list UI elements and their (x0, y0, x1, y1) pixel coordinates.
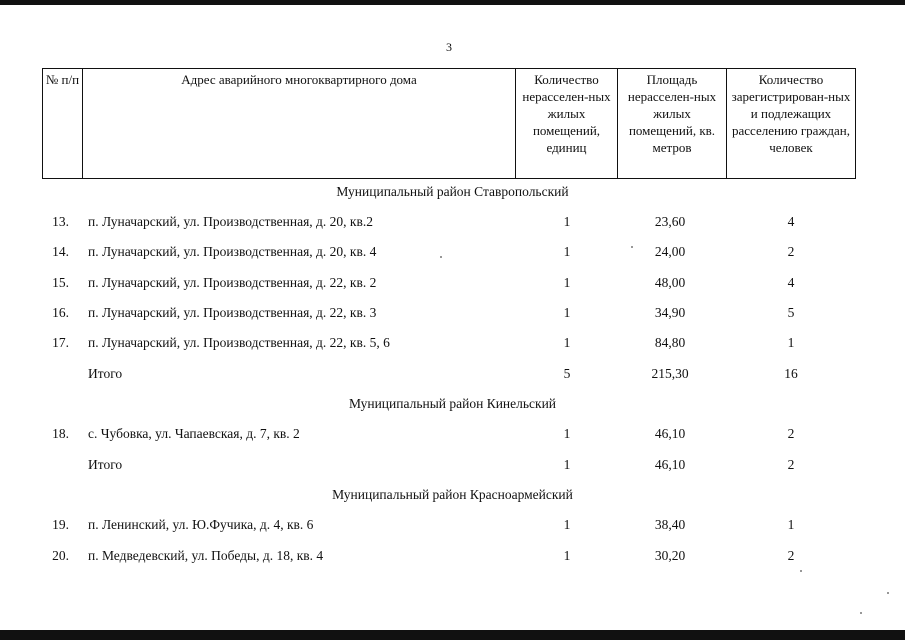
row-number: 14. (52, 244, 69, 259)
total-label: Итого (88, 457, 123, 472)
column-header-number: № п/п (43, 69, 83, 179)
district-heading: Муниципальный район Кинельский (348, 396, 557, 411)
row-area: 46,10 (654, 426, 686, 441)
row-area: 24,00 (654, 244, 686, 259)
row-number: 17. (52, 335, 69, 350)
row-area: 48,00 (654, 275, 686, 290)
row-number: 19. (52, 517, 69, 532)
row-quantity: 1 (563, 517, 571, 532)
column-header-address: Адрес аварийного многоквартирного дома (83, 69, 516, 179)
table-row (0, 515, 905, 535)
row-address: п. Ленинский, ул. Ю.Фучика, д. 4, кв. 6 (88, 517, 314, 532)
scan-speck (887, 592, 889, 594)
total-row (0, 364, 905, 384)
scan-speck (860, 612, 862, 614)
row-number: 16. (52, 305, 69, 320)
total-label: Итого (88, 366, 123, 381)
row-area: 30,20 (654, 548, 686, 563)
row-address: п. Луначарский, ул. Производственная, д. 22, кв. 2 (88, 275, 377, 290)
row-address: п. Луначарский, ул. Производственная, д. 22, кв. 5, 6 (88, 335, 390, 350)
column-header-residents: Количество зарегистрирован-ных и подлежащих расселению граждан, человек (727, 69, 856, 179)
table-row (0, 273, 905, 293)
row-residents: 1 (787, 335, 795, 350)
row-quantity: 1 (563, 426, 571, 441)
row-residents: 2 (787, 426, 795, 441)
scan-speck (440, 256, 442, 258)
total-quantity: 5 (563, 366, 571, 381)
row-quantity: 1 (563, 305, 571, 320)
total-area: 215,30 (651, 366, 689, 381)
column-header-quantity: Количество нерасселен-ных жилых помещений, единиц (516, 69, 618, 179)
row-area: 84,80 (654, 335, 686, 350)
total-row (0, 455, 905, 475)
row-residents: 5 (787, 305, 795, 320)
table-row (0, 212, 905, 232)
scan-border-top (0, 0, 905, 5)
row-number: 20. (52, 548, 69, 563)
row-residents: 2 (787, 244, 795, 259)
row-quantity: 1 (563, 275, 571, 290)
row-quantity: 1 (563, 214, 571, 229)
table-header (42, 68, 856, 179)
row-residents: 4 (787, 214, 795, 229)
total-residents: 2 (787, 457, 795, 472)
table-row (0, 546, 905, 566)
row-address: п. Луначарский, ул. Производственная, д. 20, кв.2 (88, 214, 373, 229)
page-number: 3 (446, 40, 452, 54)
total-area: 46,10 (654, 457, 686, 472)
row-area: 34,90 (654, 305, 686, 320)
row-residents: 1 (787, 517, 795, 532)
district-heading: Муниципальный район Ставропольский (336, 184, 569, 199)
row-quantity: 1 (563, 548, 571, 563)
row-residents: 2 (787, 548, 795, 563)
row-number: 13. (52, 214, 69, 229)
row-residents: 4 (787, 275, 795, 290)
row-address: с. Чубовка, ул. Чапаевская, д. 7, кв. 2 (88, 426, 300, 441)
row-number: 15. (52, 275, 69, 290)
table-row (0, 242, 905, 262)
row-quantity: 1 (563, 335, 571, 350)
district-heading: Муниципальный район Красноармейский (332, 487, 573, 502)
table-row (0, 333, 905, 353)
total-quantity: 1 (563, 457, 571, 472)
total-residents: 16 (784, 366, 798, 381)
row-area: 23,60 (654, 214, 686, 229)
column-header-area: Площадь нерасселен-ных жилых помещений, кв. метров (618, 69, 727, 179)
table-row (0, 424, 905, 444)
row-area: 38,40 (654, 517, 686, 532)
scan-speck (800, 570, 802, 572)
table-row (0, 303, 905, 323)
row-address: п. Медведевский, ул. Победы, д. 18, кв. 4 (88, 548, 324, 563)
row-number: 18. (52, 426, 69, 441)
scan-speck (631, 246, 633, 248)
row-quantity: 1 (563, 244, 571, 259)
scan-border-bottom (0, 630, 905, 640)
row-address: п. Луначарский, ул. Производственная, д. 22, кв. 3 (88, 305, 377, 320)
row-address: п. Луначарский, ул. Производственная, д. 20, кв. 4 (88, 244, 377, 259)
